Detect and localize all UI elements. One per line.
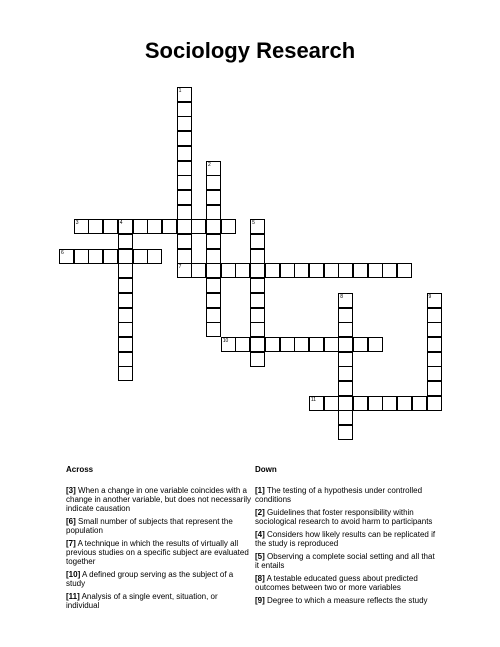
grid-cell bbox=[427, 322, 442, 337]
grid-cell bbox=[250, 219, 265, 234]
clue-number: 7 bbox=[178, 264, 182, 271]
grid-cell bbox=[235, 337, 250, 352]
grid-cell bbox=[427, 352, 442, 367]
grid-cell bbox=[177, 175, 192, 190]
clue-across-7: [7] A technique in which the results of virtually all previous studies on a specific subject are evaluated together bbox=[66, 539, 249, 566]
grid-cell bbox=[221, 337, 236, 352]
grid-cell bbox=[338, 381, 353, 396]
clue-across-11: [11] Analysis of a single event, situation, or individual bbox=[66, 592, 218, 610]
clue-number: 4 bbox=[119, 220, 123, 227]
grid-cell bbox=[206, 249, 221, 264]
grid-cell bbox=[206, 308, 221, 323]
grid-cell bbox=[280, 263, 295, 278]
clue-down-8: [8] A testable educated guess about predicted outcomes between two or more variables bbox=[255, 574, 418, 592]
grid-cell bbox=[368, 396, 383, 411]
grid-cell bbox=[309, 263, 324, 278]
grid-cell bbox=[118, 249, 133, 264]
grid-cell bbox=[427, 366, 442, 381]
grid-cell bbox=[427, 381, 442, 396]
clue-number: 1 bbox=[178, 88, 182, 94]
grid-cell bbox=[338, 308, 353, 323]
grid-cell bbox=[162, 219, 177, 234]
grid-cell bbox=[177, 102, 192, 117]
grid-cell bbox=[147, 219, 162, 234]
grid-cell bbox=[88, 219, 103, 234]
grid-cell bbox=[324, 396, 339, 411]
clue-number: 6 bbox=[61, 249, 64, 256]
grid-cell bbox=[177, 131, 192, 146]
grid-cell bbox=[206, 322, 221, 337]
grid-cell bbox=[133, 219, 148, 234]
grid-cell bbox=[177, 190, 192, 205]
grid-cell bbox=[118, 308, 133, 323]
grid-cell bbox=[206, 175, 221, 190]
clue-across-6: [6] Small number of subjects that represent the population bbox=[66, 517, 233, 535]
grid-cell bbox=[118, 234, 133, 249]
grid-cell bbox=[368, 337, 383, 352]
grid-cell bbox=[338, 410, 353, 425]
grid-cell bbox=[118, 278, 133, 293]
down-clues bbox=[255, 465, 440, 609]
grid-cell bbox=[206, 205, 221, 220]
grid-cell bbox=[118, 263, 133, 278]
grid-cell bbox=[368, 263, 383, 278]
grid-cell bbox=[118, 322, 133, 337]
grid-cell bbox=[338, 352, 353, 367]
grid-cell bbox=[206, 263, 221, 278]
grid-cell bbox=[427, 293, 442, 308]
grid-cell bbox=[294, 337, 309, 352]
clue-down-4: [4] Considers how likely results can be replicated if the study is reproduced bbox=[255, 530, 436, 548]
grid-cell bbox=[118, 352, 133, 367]
grid-cell bbox=[250, 322, 265, 337]
grid-cell bbox=[250, 278, 265, 293]
clue-number: 2 bbox=[208, 161, 211, 168]
grid-cell bbox=[324, 337, 339, 352]
grid-cell bbox=[206, 278, 221, 293]
grid-cell bbox=[353, 337, 368, 352]
grid-cell bbox=[177, 87, 192, 102]
grid-cell bbox=[250, 308, 265, 323]
grid-cell bbox=[265, 263, 280, 278]
clue-number: 10 bbox=[222, 337, 229, 344]
grid-cell bbox=[74, 219, 89, 234]
grid-cell bbox=[206, 161, 221, 176]
clue-across-3: [3] When a change in one variable coincides with a change in another variable, but does not necessarily indicate causation bbox=[66, 486, 252, 513]
grid-cell bbox=[353, 396, 368, 411]
grid-cell bbox=[206, 293, 221, 308]
grid-cell bbox=[191, 219, 206, 234]
grid-cell bbox=[338, 337, 353, 352]
grid-cell bbox=[177, 161, 192, 176]
clue-down-2: [2] Guidelines that foster responsibility within sociological research to avoid harm to participants bbox=[255, 508, 433, 526]
grid-cell bbox=[324, 263, 339, 278]
grid-cell bbox=[250, 249, 265, 264]
grid-cell bbox=[382, 263, 397, 278]
grid-cell bbox=[206, 234, 221, 249]
grid-cell bbox=[338, 366, 353, 381]
grid-cell bbox=[250, 234, 265, 249]
grid-cell bbox=[147, 249, 162, 264]
grid-cell bbox=[177, 234, 192, 249]
down-heading: Down bbox=[255, 465, 277, 474]
grid-cell bbox=[59, 249, 74, 264]
grid-cell bbox=[280, 337, 295, 352]
grid-cell bbox=[118, 219, 133, 234]
grid-cell bbox=[133, 249, 148, 264]
grid-cell bbox=[118, 366, 133, 381]
clue-number: 5 bbox=[252, 220, 255, 227]
clue-number: 8 bbox=[340, 293, 344, 300]
grid-cell bbox=[74, 249, 89, 264]
clue-down-1: [1] The testing of a hypothesis under controlled conditions bbox=[255, 486, 423, 504]
grid-cell bbox=[250, 337, 265, 352]
grid-cell bbox=[177, 146, 192, 161]
grid-cell bbox=[177, 116, 192, 131]
grid-cell bbox=[250, 293, 265, 308]
grid-cell bbox=[338, 263, 353, 278]
grid-cell bbox=[118, 337, 133, 352]
grid-cell bbox=[191, 263, 206, 278]
clue-down-5: [5] Observing a complete social setting and all that it entails bbox=[255, 552, 435, 570]
grid-cell bbox=[338, 293, 353, 308]
grid-cell bbox=[250, 263, 265, 278]
clue-number: 3 bbox=[75, 220, 79, 227]
grid-cell bbox=[338, 425, 353, 440]
across-clues bbox=[66, 465, 251, 614]
grid-cell bbox=[118, 293, 133, 308]
grid-cell bbox=[103, 249, 118, 264]
grid-cell bbox=[427, 308, 442, 323]
grid-cell bbox=[265, 337, 280, 352]
clue-across-10: [10] A defined group serving as the subject of a study bbox=[66, 570, 234, 588]
grid-cell bbox=[177, 205, 192, 220]
grid-cell bbox=[177, 263, 192, 278]
grid-cell bbox=[206, 190, 221, 205]
clue-down-9: [9] Degree to which a measure reflects the study bbox=[255, 596, 428, 605]
across-heading: Across bbox=[66, 465, 94, 474]
grid-cell bbox=[177, 249, 192, 264]
grid-cell bbox=[250, 352, 265, 367]
grid-cell bbox=[221, 263, 236, 278]
clue-number: 11 bbox=[310, 396, 317, 403]
grid-cell bbox=[397, 263, 412, 278]
grid-cell bbox=[338, 322, 353, 337]
puzzle-title: Sociology Research bbox=[144, 38, 356, 63]
grid-cell bbox=[221, 219, 236, 234]
grid-cell bbox=[338, 396, 353, 411]
grid-cell bbox=[294, 263, 309, 278]
grid-cell bbox=[88, 249, 103, 264]
grid-cell bbox=[427, 396, 442, 411]
clue-number: 9 bbox=[428, 293, 432, 300]
grid-cell bbox=[309, 337, 324, 352]
grid-cell bbox=[382, 396, 397, 411]
grid-cell bbox=[412, 396, 427, 411]
grid-cell bbox=[427, 337, 442, 352]
grid-cell bbox=[353, 263, 368, 278]
grid-cell bbox=[309, 396, 324, 411]
grid-cell bbox=[206, 219, 221, 234]
grid-cell bbox=[235, 263, 250, 278]
grid-cell bbox=[397, 396, 412, 411]
grid-cell bbox=[103, 219, 118, 234]
grid-cell bbox=[177, 219, 192, 234]
